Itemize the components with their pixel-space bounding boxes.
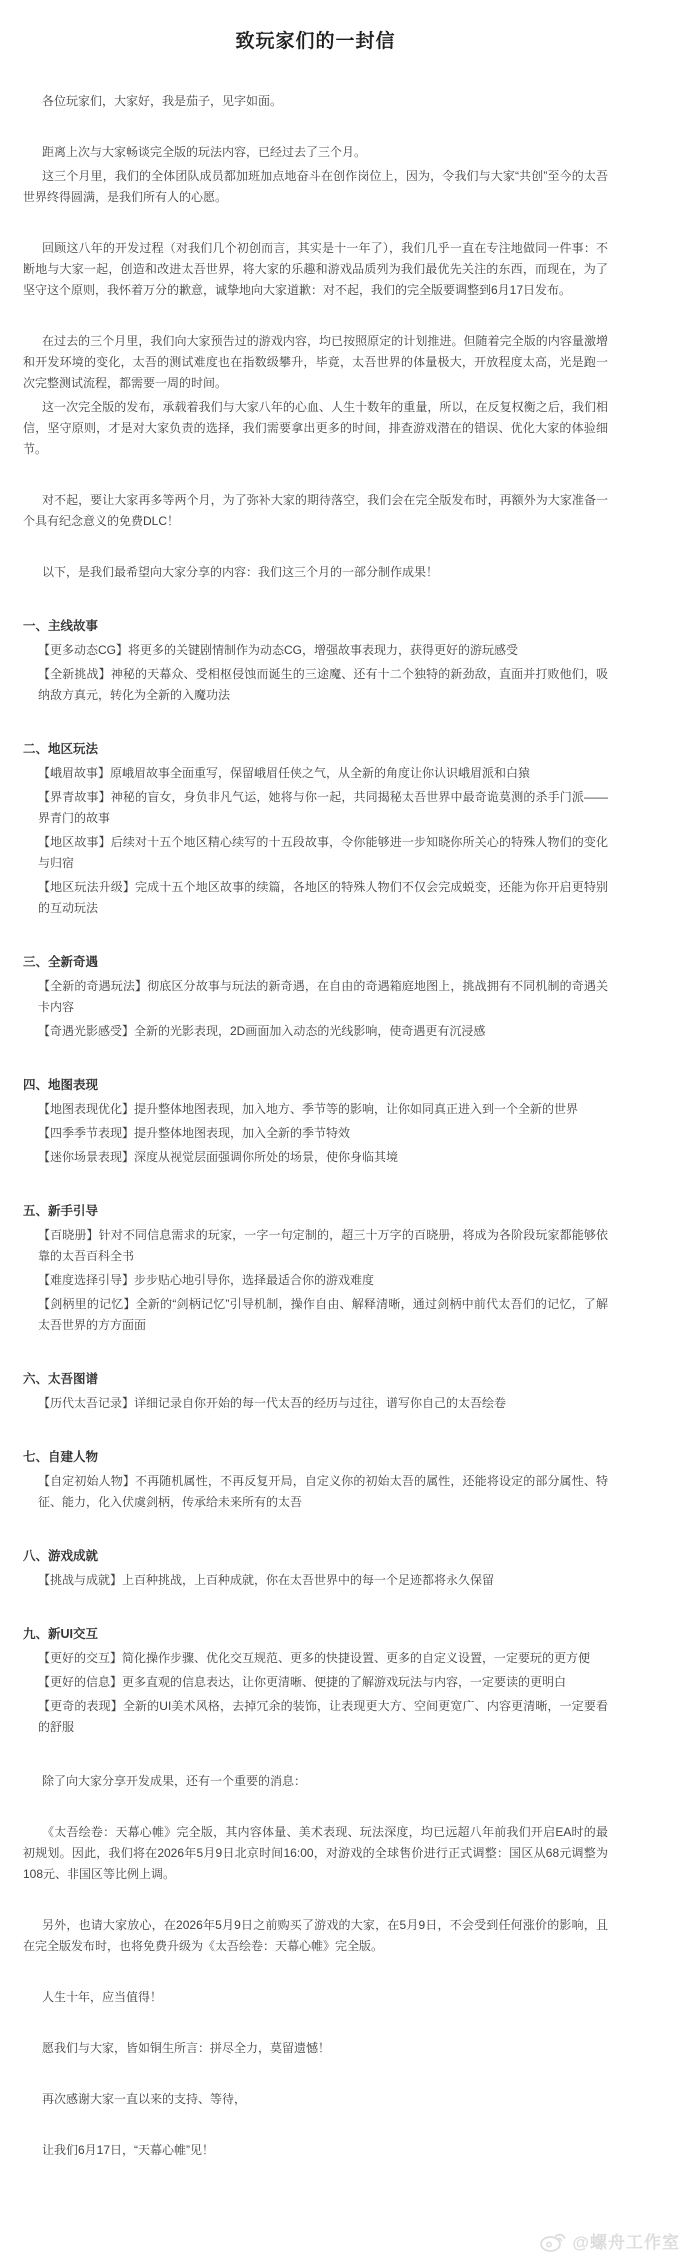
section-heading: 八、游戏成就 <box>23 1549 99 1563</box>
section-heading: 四、地图表现 <box>23 1078 99 1092</box>
feature-item: 【更好的信息】更多直观的信息表达，让你更清晰、便捷的了解游戏玩法与内容，一定要读的更明白 <box>38 1675 567 1689</box>
paragraph: 人生十年，应当值得！ <box>42 1990 163 2004</box>
feature-item: 【峨眉故事】原峨眉故事全面重写，保留峨眉任侠之气，从全新的角度让你认识峨眉派和白猿 <box>38 766 531 780</box>
feature-item: 【四季季节表现】提升整体地图表现，加入全新的季节特效 <box>38 1126 351 1140</box>
section-heading: 二、地区玩法 <box>23 742 99 756</box>
section-heading: 五、新手引导 <box>23 1204 99 1218</box>
paragraph: 这一次完全版的发布，承载着我们与大家八年的心血、人生十数年的重量，所以，在反复权衡之后，我们相信，坚守原则，才是对大家负责的选择，我们需要拿出更多的时间，排查游戏潜在的错误、优化大家的体验细节。 <box>23 400 608 456</box>
feature-item: 【历代太吾记录】详细记录自你开始的每一代太吾的经历与过往，谱写你自己的太吾绘卷 <box>38 1396 507 1410</box>
section-heading: 三、全新奇遇 <box>23 955 99 969</box>
feature-item: 【地区玩法升级】完成十五个地区故事的续篇，各地区的特殊人物们不仅会完成蜕变，还能为你开启更特别的互动玩法 <box>38 880 608 915</box>
feature-item: 【更奇的表现】全新的UI美术风格，去掉冗余的装饰，让表现更大方、空间更宽广、内容更清晰，一定要看的舒服 <box>38 1699 608 1734</box>
feature-item: 【挑战与成就】上百种挑战，上百种成就，你在太吾世界中的每一个足迹都将永久保留 <box>38 1573 495 1587</box>
paragraph: 以下，是我们最希望向大家分享的内容：我们这三个月的一部分制作成果！ <box>42 565 439 579</box>
feature-item: 【剑柄里的记忆】全新的“剑柄记忆”引导机制，操作自由、解释清晰，通过剑柄中前代太吾们的记忆，了解太吾世界的方方面面 <box>38 1297 608 1332</box>
paragraph: 在过去的三个月里，我们向大家预告过的游戏内容，均已按照原定的计划推进。但随着完全版的内容量激增和开发环境的变化，太吾的测试难度也在指数级攀升，毕竟，太吾世界的体量极大，开放程度太高，光是跑一次完整测试流程，都需要一周的时间。 <box>23 334 608 390</box>
paragraph: 除了向大家分享开发成果，还有一个重要的消息： <box>42 1774 307 1788</box>
section-heading: 六、太吾图谱 <box>23 1372 99 1386</box>
paragraph: 距离上次与大家畅谈完全版的玩法内容，已经过去了三个月。 <box>42 145 367 159</box>
feature-item: 【百晓册】针对不同信息需求的玩家，一字一句定制的，超三十万字的百晓册，将成为各阶段玩家都能够依靠的太吾百科全书 <box>38 1228 608 1263</box>
paragraph: 这三个月里，我们的全体团队成员都加班加点地奋斗在创作岗位上，因为，令我们与大家“共创”至今的太吾世界终得圆满，是我们所有人的心愿。 <box>23 169 608 204</box>
feature-item: 【全新的奇遇玩法】彻底区分故事与玩法的新奇遇，在自由的奇遇箱庭地图上，挑战拥有不同机制的奇遇关卡内容 <box>38 979 608 1014</box>
section-heading: 九、新UI交互 <box>23 1627 99 1641</box>
feature-item: 【更好的交互】简化操作步骤、优化交互规范、更多的快捷设置、更多的自定义设置，一定要玩的更方便 <box>38 1651 591 1665</box>
paragraph: 各位玩家们，大家好，我是茄子，见字如面。 <box>42 94 283 108</box>
paragraph: 《太吾绘卷：天幕心帷》完全版，其内容体量、美术表现、玩法深度，均已远超八年前我们开启EA时的最初规划。因此，我们将在2026年5月9日北京时间16:00，对游戏的全球售价进行正式调整：国区从68元调整为108元、非国区等比例上调。 <box>23 1825 608 1881</box>
feature-item: 【全新挑战】神秘的天幕众、受相枢侵蚀而诞生的三途魔、还有十二个独特的新劲敌，直面并打败他们，吸纳敌方真元，转化为全新的入魔功法 <box>38 667 608 702</box>
feature-item: 【地图表现优化】提升整体地图表现，加入地方、季节等的影响，让你如同真正进入到一个全新的世界 <box>38 1102 579 1116</box>
section-heading: 一、主线故事 <box>23 619 99 633</box>
weibo-icon <box>539 2229 567 2253</box>
feature-item: 【难度选择引导】步步贴心地引导你，选择最适合你的游戏难度 <box>38 1273 375 1287</box>
paragraph: 另外，也请大家放心，在2026年5月9日之前购买了游戏的大家，在5月9日，不会受到任何涨价的影响，且在完全版发布时，也将免费升级为《太吾绘卷：天幕心帷》完全版。 <box>23 1918 608 1953</box>
feature-item: 【自定初始人物】不再随机属性，不再反复开局，自定义你的初始太吾的属性，还能将设定的部分属性、特征、能力，化入伏虞剑柄，传承给未来所有的太吾 <box>38 1474 608 1509</box>
feature-item: 【奇遇光影感受】全新的光影表现，2D画面加入动态的光线影响，使奇遇更有沉浸感 <box>38 1024 486 1038</box>
feature-item: 【界青故事】神秘的盲女，身负非凡气运，她将与你一起，共同揭秘太吾世界中最奇诡莫测的杀手门派——界青门的故事 <box>38 790 608 825</box>
feature-item: 【地区故事】后续对十五个地区精心续写的十五段故事，令你能够进一步知晓你所关心的特殊人物们的变化与归宿 <box>38 835 608 870</box>
watermark-handle: @螺舟工作室 <box>572 2233 680 2252</box>
feature-item: 【更多动态CG】将更多的关键剧情制作为动态CG，增强故事表现力，获得更好的游玩感受 <box>38 643 519 657</box>
paragraph: 愿我们与大家，皆如铜生所言：拼尽全力，莫留遗憾！ <box>42 2041 331 2055</box>
section-heading: 七、自建人物 <box>23 1450 99 1464</box>
paragraph: 再次感谢大家一直以来的支持、等待， <box>42 2092 247 2106</box>
paragraph: 让我们6月17日，“天幕心帷”见！ <box>42 2143 215 2157</box>
paragraph: 回顾这八年的开发过程（对我们几个初创而言，其实是十一年了），我们几乎一直在专注地做同一件事：不断地与大家一起，创造和改进太吾世界，将大家的乐趣和游戏品质列为我们最优先关注的东西，而现在，为了坚守这个原则，我怀着万分的歉意，诚挚地向大家道歉：对不起，我们的完全版要调整到6月17日发布。 <box>23 241 608 297</box>
feature-item: 【迷你场景表现】深度从视觉层面强调你所处的场景，使你身临其境 <box>38 1150 399 1164</box>
page-title: 致玩家们的一封信 <box>235 31 396 52</box>
watermark <box>539 2228 680 2253</box>
letter-body <box>23 91 608 2161</box>
paragraph: 对不起，要让大家再多等两个月，为了弥补大家的期待落空，我们会在完全版发布时，再额外为大家准备一个具有纪念意义的免费DLC！ <box>23 493 608 528</box>
